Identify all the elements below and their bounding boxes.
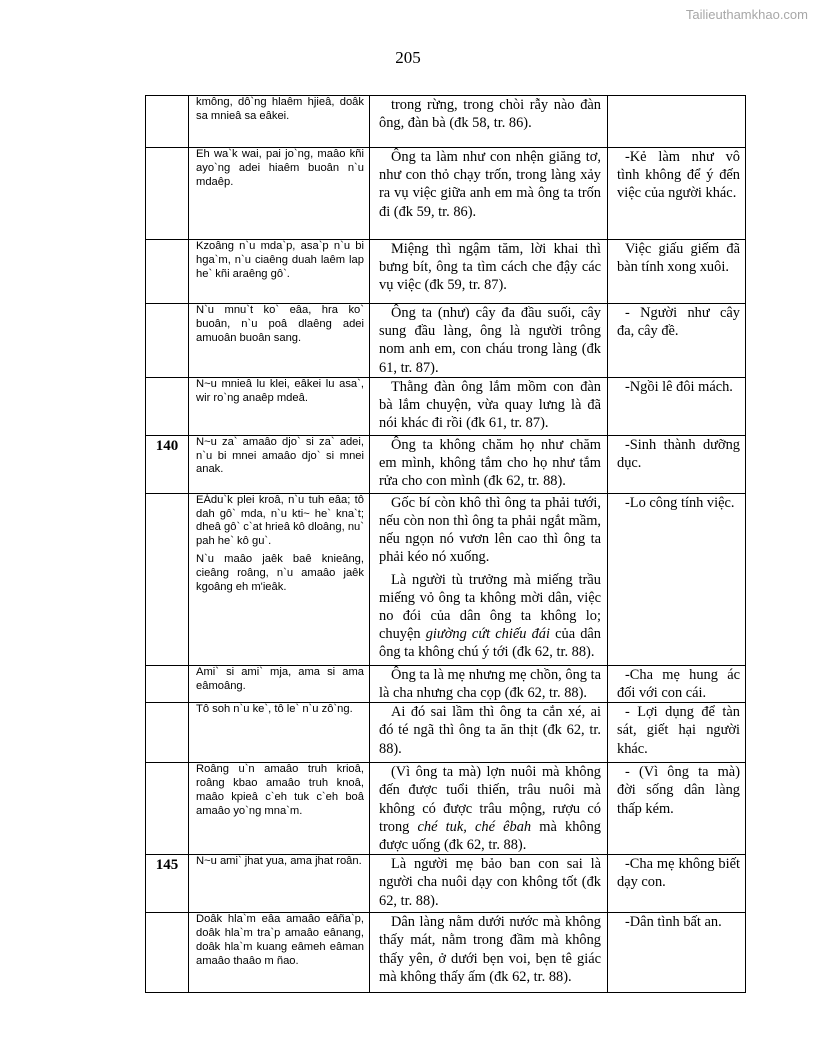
ede-source-text: N`u maâo jaêk baê knieâng, cieâng roâng, n`u amaâo jaêk kgoâng eh m'ieâk. (196, 553, 364, 593)
table-row (146, 435, 746, 493)
ede-source-text: N`u mnu`t ko` eâa, hra ko` buoân, n`u poâ dlaêng adei amuoân buoân sang. (196, 304, 364, 344)
meaning-cell (608, 96, 746, 148)
meaning-cell (608, 703, 746, 763)
entry-number (146, 240, 189, 304)
ede-source-text: Doâk hla`m eâa amaâo eâña`p, doâk hla`m tra`p amaâo eânang, doâk hla`m kuang eâmeh eâman amaâo thaâo m ñao. (196, 913, 364, 967)
meaning-text: -Lo công tính việc. (625, 494, 735, 511)
translation-cell (370, 435, 608, 493)
meaning-cell (608, 665, 746, 702)
translation-text: Thằng đàn ông lắm mồm con đàn bà lắm chuyện, vừa quay lưng là đã nói khác đi rồi (đk 61, tr. 87). (379, 378, 601, 432)
table-row (146, 855, 746, 913)
page-number: 205 (395, 48, 421, 67)
translation-text-part: của dân ông ta không chú ý tới (đk 62, tr. 88). (379, 626, 601, 661)
translation-cell (370, 96, 608, 148)
meaning-cell (608, 855, 746, 913)
translation-text: Ai đó sai lầm thì ông ta cắn xé, ai đó té ngã thì ông ta ăn thịt (đk 62, tr. 88). (379, 704, 601, 757)
entry-number (146, 913, 189, 993)
table-row (146, 377, 746, 435)
translation-text: Ông ta là mẹ nhưng mẹ chồn, ông ta là cha nhưng cha cọp (đk 62, tr. 88). (379, 666, 601, 702)
translation-text-part: mà không được uống (đk 62, tr. 88). (379, 818, 601, 854)
meaning-cell (608, 304, 746, 378)
translation-text: Ông ta không chăm họ như chăm em mình, không tắm cho họ như tắm rửa cho con mình (đk 62, tr. 88). (379, 436, 601, 490)
entry-number (146, 493, 189, 665)
ede-source-cell (189, 304, 370, 378)
watermark: Tailieuthamkhao.com (685, 7, 808, 22)
ede-source-cell (189, 435, 370, 493)
translation-cell (370, 913, 608, 993)
translation-cell (370, 493, 608, 665)
ede-source-text: EÁdu`k plei kroâ, n`u tuh eâa; tô dah gô` mda, n`u kti~ he` kna`t; dheâ gô` c`at hrieâ kô dloâng, nu` pah he` kô gu`. (196, 493, 364, 548)
ede-source-cell (189, 855, 370, 913)
meaning-text: -Dân tình bất an. (625, 914, 722, 931)
translation-text-part: (Vì ông ta mà) lợn nuôi mà không đến được tuổi thiến, trâu nuôi mà không có được trâu mộng, rượu có trong (379, 764, 601, 835)
meaning-text: Việc giấu giếm đã bàn tính xong xuôi. (617, 241, 740, 276)
translation-cell (370, 148, 608, 240)
entry-number (146, 703, 189, 763)
translation-text: Gốc bí còn khô thì ông ta phải tưới, nếu còn non thì ông ta phải ngắt mầm, nếu ngọn nó vươn lên cao thì ông ta phải kéo nó xuống. (379, 494, 601, 566)
proverb-table (145, 95, 746, 993)
meaning-text: -Kẻ làm như vô tình không để ý đến việc của người khác. (617, 149, 740, 202)
translation-cell (370, 377, 608, 435)
translation-cell (370, 763, 608, 855)
ede-source-text: Ami` si ami` mja, ama si ama eâmoâng. (196, 665, 364, 692)
table-row (146, 96, 746, 148)
meaning-text: - Lợi dụng để tàn sát, giết hại người khác. (617, 704, 740, 757)
ede-source-text: Tô soh n`u ke`, tô le` n`u zô`ng. (196, 703, 353, 716)
translation-text: Ông ta làm như con nhện giăng tơ, như con thỏ chạy trốn, trong làng xảy ra vụ việc giữa anh em mà ông ta trốn đi (đk 59, tr. 86). (379, 149, 601, 220)
entry-number (146, 148, 189, 240)
ede-source-text: Kzoâng n`u mda`p, asa`p n`u bi hga`m, n`u ciaêng duah laêm lap he` kñi araêng gô`. (196, 240, 364, 280)
translation-italic-phrase: giường cứt chiếu đái (425, 626, 550, 643)
meaning-cell (608, 493, 746, 665)
translation-text: Ông ta (như) cây đa đầu suối, cây sung đầu làng, ông là người trông nom anh em, con cháu trong làng (đk 61, tr. 87). (379, 305, 601, 376)
translation-text: Dân làng nằm dưới nước mà không thấy mát, nằm trong đầm mà không thấy yên, ở dưới bẹn voi, bẹn tê giác mà không thấy ấm (đk 62, tr. 88). (379, 914, 601, 985)
ede-source-text: N~u ami` jhat yua, ama jhat roân. (196, 855, 362, 868)
meaning-text: -Cha mẹ hung ác đối với con cái. (617, 666, 740, 702)
translation-cell (370, 855, 608, 913)
table-row (146, 148, 746, 240)
translation-cell (370, 304, 608, 378)
entry-number (146, 377, 189, 435)
meaning-text: - Người như cây đa, cây đề. (617, 305, 740, 340)
table-row (146, 493, 746, 665)
table-row (146, 703, 746, 763)
ede-source-cell (189, 665, 370, 702)
meaning-cell (608, 763, 746, 855)
ede-source-text: N~u za` amaâo djo` si za` adei, n`u bi mnei amaâo djo` si mnei anak. (196, 435, 364, 476)
translation-cell (370, 240, 608, 304)
ede-source-cell (189, 240, 370, 304)
table-row (146, 665, 746, 702)
meaning-text: -Ngồi lê đôi mách. (625, 378, 733, 395)
ede-source-text: N~u mnieâ lu klei, eâkei lu asa`, wir ro`ng anaêp mdeâ. (196, 377, 364, 404)
meaning-text: - (Vì ông ta mà) đời sống dân làng thấp kém. (617, 764, 740, 817)
table-row (146, 240, 746, 304)
translation-italic-phrase: ché tuk, ché êbah (417, 818, 532, 835)
translation-text: Là người mẹ bảo ban con sai là người cha nuôi dạy con không tốt (đk 62, tr. 88). (379, 856, 601, 909)
ede-source-cell (189, 913, 370, 993)
translation-text: Miệng thì ngậm tăm, lời khai thì bưng bít, ông ta tìm cách che đậy các vụ việc (đk 59, tr. 87). (379, 241, 601, 294)
ede-source-cell (189, 703, 370, 763)
entry-number: 140 (146, 435, 189, 493)
table-row (146, 304, 746, 378)
translation-cell (370, 703, 608, 763)
ede-source-cell (189, 493, 370, 665)
meaning-text: -Cha mẹ không biết dạy con. (617, 856, 740, 891)
ede-source-text: Eh wa`k wai, pai jo`ng, maâo kñi ayo`ng adei hiaêm buoân n`u mdaêp. (196, 148, 364, 188)
ede-source-cell (189, 148, 370, 240)
meaning-cell (608, 148, 746, 240)
meaning-cell (608, 377, 746, 435)
meaning-cell (608, 435, 746, 493)
table-row (146, 763, 746, 855)
meaning-text: -Sinh thành dưỡng dục. (617, 436, 740, 472)
entry-number (146, 304, 189, 378)
ede-source-cell (189, 377, 370, 435)
entry-number: 145 (146, 855, 189, 913)
translation-cell (370, 665, 608, 702)
entry-number (146, 665, 189, 702)
translation-text (370, 571, 607, 662)
ede-source-text: kmông, dô`ng hlaêm hjieâ, doâk sa mnieâ sa eâkei. (196, 96, 364, 122)
translation-text: trong rừng, trong chòi rẫy nào đàn ông, đàn bà (đk 58, tr. 86). (379, 97, 601, 132)
meaning-cell (608, 240, 746, 304)
ede-source-cell (189, 763, 370, 855)
table-row (146, 913, 746, 993)
entry-number (146, 763, 189, 855)
meaning-cell (608, 913, 746, 993)
translation-text (370, 763, 607, 854)
ede-source-cell (189, 96, 370, 148)
ede-source-text: Roâng u`n amaâo truh krioâ, roâng kbao amaâo truh knoâ, maâo kpieâ c`eh tuk c`eh boâ amaâo yo`ng mna`m. (196, 763, 364, 817)
entry-number (146, 96, 189, 148)
translation-text-part: Là người tù trưởng mà miếng trầu miếng vỏ ông ta không mời dân, việc no đói của dân ông ta không lo; chuyện (379, 571, 601, 643)
